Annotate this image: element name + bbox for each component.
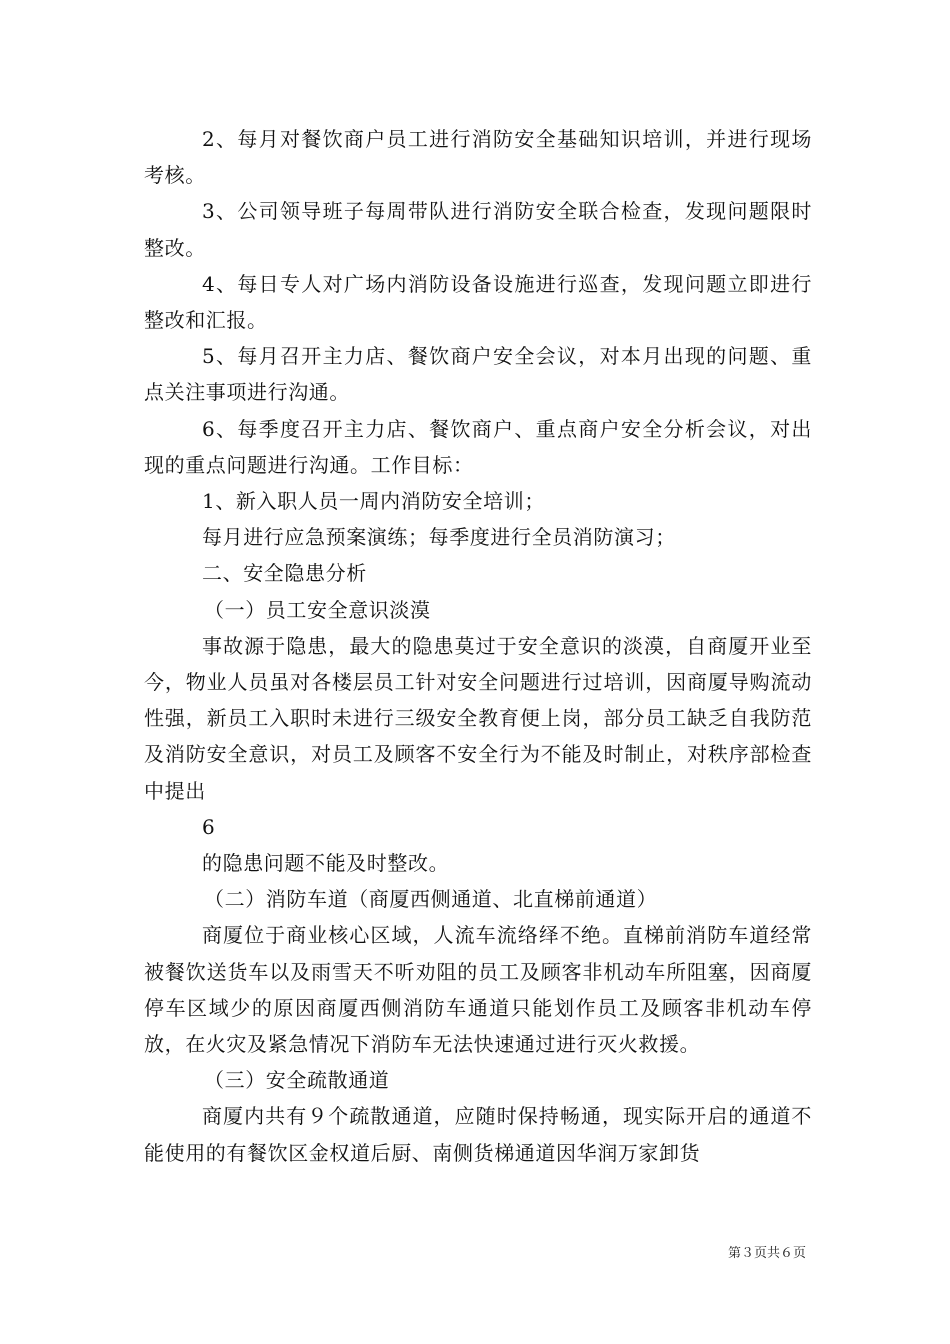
page-footer-number: 第３页共６页 <box>727 1246 806 1261</box>
inline-page-number: 6 <box>202 814 215 839</box>
paragraph-goal-drills: 每月进行应急预案演练；每季度进行全员消防演习； <box>202 525 676 550</box>
paragraph-item-2: 2、每月对餐饮商户员工进行消防安全基础知识培训，并进行现场考核。 <box>144 127 812 188</box>
subheading-staff-awareness: （一）员工安全意识淡漠 <box>204 597 431 622</box>
paragraph-item-5: 5、每月召开主力店、餐饮商户安全会议，对本月出现的问题、重点关注事项进行沟通。 <box>144 344 812 405</box>
section-heading-hazard-analysis: 二、安全隐患分析 <box>202 561 367 586</box>
paragraph-evacuation-route: 商厦内共有９个疏散通道，应随时保持畅通，现实际开启的通道不能使用的有餐饮区金权道后厨、南侧货梯通道因华润万家卸货 <box>144 1104 812 1165</box>
document-body <box>144 121 812 1171</box>
paragraph-fire-lane: 商厦位于商业核心区域，人流车流络绎不绝。直梯前消防车道经常被餐饮送货车以及雨雪天不听劝阻的员工及顾客非机动车所阻塞，因商厦停车区域少的原因商厦西侧消防车通道只能划作员工及顾客非机动车停放，在火灾及紧急情况下消防车无法快速通过进行灭火救援。 <box>144 923 812 1057</box>
paragraph-staff-awareness-tail: 的隐患问题不能及时整改。 <box>202 851 450 876</box>
paragraph-item-3: 3、公司领导班子每周带队进行消防安全联合检查，发现问题限时整改。 <box>144 199 812 260</box>
paragraph-staff-awareness: 事故源于隐患，最大的隐患莫过于安全意识的淡漠，自商厦开业至今，物业人员虽对各楼层员工针对安全问题进行过培训，因商厦导购流动性强，新员工入职时未进行三级安全教育便上岗，部分员工缺乏自我防范及消防安全意识，对员工及顾客不安全行为不能及时制止，对秩序部检查中提出 <box>144 633 812 803</box>
subheading-fire-lane: （二）消防车道（商厦西侧通道、北直梯前通道） <box>204 887 658 912</box>
paragraph-goal-1: 1、新入职人员一周内消防安全培训； <box>202 489 545 514</box>
paragraph-item-6: 6、每季度召开主力店、餐饮商户、重点商户安全分析会议，对出现的重点问题进行沟通。工作目标： <box>144 416 812 477</box>
paragraph-item-4: 4、每日专人对广场内消防设备设施进行巡查，发现问题立即进行整改和汇报。 <box>144 271 812 333</box>
subheading-evacuation-route: （三）安全疏散通道 <box>204 1068 390 1093</box>
